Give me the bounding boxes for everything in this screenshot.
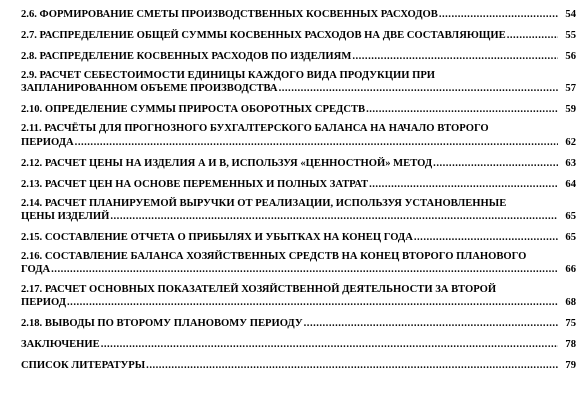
toc-entry-title bbox=[21, 69, 560, 95]
dot-leader bbox=[304, 317, 558, 330]
toc-entry-first-line: 2.16. СОСТАВЛЕНИЕ БАЛАНСА ХОЗЯЙСТВЕННЫХ СРЕДСТВ НА КОНЕЦ ВТОРОГО ПЛАНОВОГО bbox=[21, 251, 527, 263]
toc-page-number: 54 bbox=[565, 8, 576, 20]
toc-entry-title bbox=[21, 50, 560, 63]
dot-leader bbox=[75, 136, 558, 149]
toc-entry-text: 2.7. РАСПРЕДЕЛЕНИЕ ОБЩЕЙ СУММЫ КОСВЕННЫХ РАСХОДОВ НА ДВЕ СОСТАВЛЯЮЩИЕ bbox=[21, 29, 506, 41]
toc-entry-text: ГОДА bbox=[21, 264, 51, 276]
dot-leader bbox=[414, 231, 558, 244]
toc-entry-first-line: 2.17. РАСЧЕТ ОСНОВНЫХ ПОКАЗАТЕЛЕЙ ХОЗЯЙСТВЕННОЙ ДЕЯТЕЛЬНОСТИ ЗА ВТОРОЙ bbox=[21, 283, 497, 295]
toc-entry-last-line bbox=[21, 178, 560, 191]
dot-leader bbox=[433, 157, 558, 170]
toc-entry-text: 2.15. СОСТАВЛЕНИЕ ОТЧЕТА О ПРИБЫЛЯХ И УБЫТКАХ НА КОНЕЦ ГОДА bbox=[21, 232, 413, 244]
dot-leader bbox=[366, 103, 558, 116]
toc-entry-text: 2.12. РАСЧЕТ ЦЕНЫ НА ИЗДЕЛИЯ А И В, ИСПОЛЬЗУЯ «ЦЕННОСТНОЙ» МЕТОД bbox=[21, 157, 433, 169]
dot-leader bbox=[110, 210, 558, 223]
toc-entry[interactable] bbox=[21, 69, 576, 95]
toc-page-number: 66 bbox=[565, 264, 576, 276]
toc-entry-title bbox=[21, 29, 560, 42]
toc-entry-text: ПЕРИОД bbox=[21, 296, 67, 308]
dot-leader bbox=[352, 50, 558, 63]
toc-entry-text: 2.10. ОПРЕДЕЛЕНИЕ СУММЫ ПРИРОСТА ОБОРОТНЫХ СРЕДСТВ bbox=[21, 104, 366, 116]
toc-entry[interactable] bbox=[21, 250, 576, 276]
toc-page-number: 65 bbox=[565, 232, 576, 244]
dot-leader bbox=[51, 263, 558, 276]
toc-entry-title bbox=[21, 231, 560, 244]
toc-entry-title bbox=[21, 178, 560, 191]
toc-entry[interactable] bbox=[21, 176, 576, 191]
toc-entry-title bbox=[21, 103, 560, 116]
toc-entry[interactable] bbox=[21, 122, 576, 148]
toc-entry-title bbox=[21, 359, 560, 372]
toc-entry-last-line bbox=[21, 359, 560, 372]
dot-leader bbox=[146, 359, 558, 372]
toc-entry-text: ПЕРИОДА bbox=[21, 136, 74, 148]
toc-entry-text: ЦЕНЫ ИЗДЕЛИЙ bbox=[21, 211, 110, 223]
toc-entry-text: 2.8. РАСПРЕДЕЛЕНИЕ КОСВЕННЫХ РАСХОДОВ ПО ИЗДЕЛИЯМ bbox=[21, 50, 352, 62]
toc-page-number: 68 bbox=[565, 296, 576, 308]
toc-page-number: 64 bbox=[565, 178, 576, 190]
toc-entry-first-line: 2.14. РАСЧЕТ ПЛАНИРУЕМОЙ ВЫРУЧКИ ОТ РЕАЛИЗАЦИИ, ИСПОЛЬЗУЯ УСТАНОВЛЕННЫЕ bbox=[21, 197, 507, 209]
toc-page-number: 65 bbox=[565, 211, 576, 223]
toc-entry-text: ЗАКЛЮЧЕНИЕ bbox=[21, 338, 100, 350]
toc-entry-last-line bbox=[21, 103, 560, 116]
toc-page-number: 55 bbox=[565, 29, 576, 41]
toc-entry[interactable] bbox=[21, 27, 576, 42]
toc-page-number: 63 bbox=[565, 157, 576, 169]
toc-entry-first-line: 2.11. РАСЧЁТЫ ДЛЯ ПРОГНОЗНОГО БУХГАЛТЕРСКОГО БАЛАНСА НА НАЧАЛО ВТОРОГО bbox=[21, 123, 489, 135]
toc-entry-title bbox=[21, 157, 560, 170]
toc-entry-text: 2.13. РАСЧЕТ ЦЕН НА ОСНОВЕ ПЕРЕМЕННЫХ И ПОЛНЫХ ЗАТРАТ bbox=[21, 178, 369, 190]
dot-leader bbox=[369, 178, 558, 191]
toc-entry-text: 2.6. ФОРМИРОВАНИЕ СМЕТЫ ПРОИЗВОДСТВЕННЫХ КОСВЕННЫХ РАСХОДОВ bbox=[21, 8, 438, 20]
toc-page-number: 59 bbox=[565, 104, 576, 116]
dot-leader bbox=[507, 29, 558, 42]
toc-entry-last-line bbox=[21, 8, 560, 21]
toc-entry-text: ЗАПЛАНИРОВАННОМ ОБЪЕМЕ ПРОИЗВОДСТВА bbox=[21, 83, 278, 95]
toc-entry[interactable] bbox=[21, 357, 576, 372]
toc-entry-last-line bbox=[21, 50, 560, 63]
toc-entry-last-line bbox=[21, 136, 560, 149]
toc-entry-title bbox=[21, 8, 560, 21]
toc-page-number: 56 bbox=[565, 50, 576, 62]
toc-entry-title bbox=[21, 317, 560, 330]
dot-leader bbox=[67, 296, 558, 309]
toc-entry[interactable] bbox=[21, 155, 576, 170]
toc-page-number: 78 bbox=[565, 338, 576, 350]
toc-entry[interactable] bbox=[21, 315, 576, 330]
toc-page-number: 57 bbox=[565, 83, 576, 95]
toc-entry-title bbox=[21, 122, 560, 148]
dot-leader bbox=[279, 82, 558, 95]
toc-entry[interactable] bbox=[21, 101, 576, 116]
toc-entry-last-line bbox=[21, 317, 560, 330]
table-of-contents bbox=[21, 6, 576, 372]
toc-entry-last-line bbox=[21, 210, 560, 223]
toc-entry-last-line bbox=[21, 263, 560, 276]
toc-entry-last-line bbox=[21, 82, 560, 95]
dot-leader bbox=[101, 338, 558, 351]
toc-entry[interactable] bbox=[21, 336, 576, 351]
toc-entry[interactable] bbox=[21, 48, 576, 63]
toc-entry[interactable] bbox=[21, 283, 576, 309]
toc-entry-first-line: 2.9. РАСЧЕТ СЕБЕСТОИМОСТИ ЕДИНИЦЫ КАЖДОГО ВИДА ПРОДУКЦИИ ПРИ bbox=[21, 70, 436, 81]
toc-entry[interactable] bbox=[21, 197, 576, 223]
toc-entry-text: 2.18. ВЫВОДЫ ПО ВТОРОМУ ПЛАНОВОМУ ПЕРИОДУ bbox=[21, 317, 303, 329]
toc-page-number: 62 bbox=[565, 136, 576, 148]
toc-entry-last-line bbox=[21, 338, 560, 351]
toc-entry-title bbox=[21, 283, 560, 309]
toc-entry-last-line bbox=[21, 231, 560, 244]
toc-page-number: 75 bbox=[565, 317, 576, 329]
toc-entry[interactable] bbox=[21, 6, 576, 21]
toc-page-number: 79 bbox=[565, 359, 576, 371]
toc-entry-text: СПИСОК ЛИТЕРАТУРЫ bbox=[21, 359, 146, 371]
dot-leader bbox=[439, 8, 558, 21]
toc-entry-last-line bbox=[21, 296, 560, 309]
toc-entry[interactable] bbox=[21, 229, 576, 244]
toc-entry-title bbox=[21, 250, 560, 276]
toc-entry-title bbox=[21, 338, 560, 351]
toc-entry-last-line bbox=[21, 29, 560, 42]
toc-entry-last-line bbox=[21, 157, 560, 170]
toc-entry-title bbox=[21, 197, 560, 223]
